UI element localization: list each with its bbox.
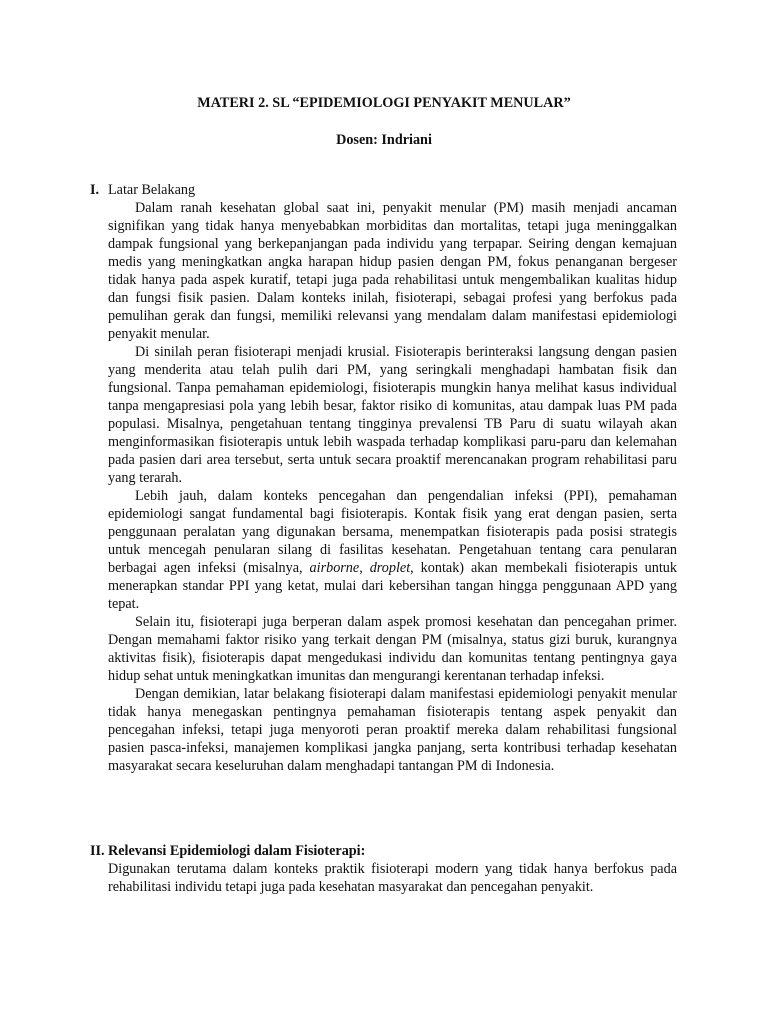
section-body <box>108 199 677 775</box>
paragraph: Dalam ranah kesehatan global saat ini, penyakit menular (PM) masih menjadi ancaman signifikan yang tidak hanya menyebabkan morbiditas dan mortalitas, tetapi juga meninggalkan dampak fungsional yang berkepanjangan pada individu yang terpapar. Seiring dengan kemajuan medis yang meningkatkan angka harapan hidup pasien dengan PM, fokus penanganan bergeser tidak hanya pada aspek kuratif, tetapi juga pada rehabilitasi untuk mengembalikan kualitas hidup dan fungsi fisik pasien. Dalam konteks inilah, fisioterapi, sebagai profesi yang berfokus pada pemulihan gerak dan fungsi, memiliki relevansi yang mendalam dalam manifestasi epidemiologi penyakit menular. <box>108 200 677 342</box>
paragraph: Di sinilah peran fisioterapi menjadi krusial. Fisioterapis berinteraksi langsung dengan pasien yang menderita atau telah pulih dari PM, yang seringkali menghadapi hambatan fisik dan fungsional. Tanpa pemahaman epidemiologi, fisioterapis mungkin hanya melihat kasus individual tanpa mengapresiasi pola yang lebih besar, faktor risiko di komunitas, atau dampak luas PM pada populasi. Misalnya, pengetahuan tentang tingginya prevalensi TB Paru di suatu wilayah akan menginformasikan fisioterapis untuk lebih waspada terhadap komplikasi paru-paru dan kelemahan pada pasien dari area tersebut, serta untuk secara proaktif merencanakan program rehabilitasi paru yang terarah. <box>108 344 677 486</box>
section-body <box>108 860 677 896</box>
paragraph: Digunakan terutama dalam konteks praktik fisioterapi modern yang tidak hanya berfokus pada rehabilitasi individu tetapi juga pada kesehatan masyarakat dan pencegahan penyakit. <box>108 861 677 895</box>
section-background <box>90 181 678 775</box>
italic-term: droplet <box>369 560 411 576</box>
paragraph <box>108 487 677 613</box>
paragraph: Selain itu, fisioterapi juga berperan dalam aspek promosi kesehatan dan pencegahan primer. Dengan memahami faktor risiko yang terkait dengan PM (misalnya, status gizi buruk, kurangnya aktivitas fisik), fisioterapis dapat mengedukasi individu dan komunitas tentang pentingnya gaya hidup sehat untuk meningkatkan imunitas dan mengurangi kerentanan terhadap infeksi. <box>108 614 677 684</box>
paragraph-text: , kontak) akan membekali fisioterapis untuk menerapkan standar PPI yang ketat, mulai dari kebersihan tangan hingga penggunaan APD yang tepat. <box>108 560 677 612</box>
section-heading: Relevansi Epidemiologi dalam Fisioterapi: <box>108 843 366 859</box>
lecturer-line: Dosen: Indriani <box>336 132 432 148</box>
section-relevance <box>90 842 678 896</box>
section-header <box>90 842 678 860</box>
paragraph-text: Lebih jauh, dalam konteks pencegahan dan pengendalian infeksi (PPI), pemahaman epidemiologi sangat fundamental bagi fisioterapis. Kontak fisik yang erat dengan pasien, serta penggunaan peralatan yang digunakan bersama, menempatkan fisioterapis pada posisi strategis untuk mencegah penularan silang di fasilitas kesehatan. Pengetahuan tentang cara penularan berbagai agen infeksi (misalnya, <box>108 488 677 576</box>
paragraph-text: , <box>359 560 370 576</box>
italic-term: airborne <box>309 560 360 576</box>
paragraph: Dengan demikian, latar belakang fisioterapi dalam manifestasi epidemiologi penyakit menular tidak hanya menegaskan pentingnya pemahaman fisioterapis tentang aspek penyakit dan pencegahan infeksi, tetapi juga menyoroti peran proaktif mereka dalam rehabilitasi fungsional pasien pasca-infeksi, manajemen komplikasi jangka panjang, serta kontribusi terhadap kesehatan masyarakat secara keseluruhan dalam menghadapi tantangan PM di Indonesia. <box>108 686 677 774</box>
document-title: MATERI 2. SL “EPIDEMIOLOGI PENYAKIT MENULAR” <box>197 95 571 111</box>
section-header <box>90 181 678 199</box>
section-number: I. <box>90 182 100 198</box>
section-number: II. <box>90 843 105 859</box>
section-heading: Latar Belakang <box>108 182 196 198</box>
